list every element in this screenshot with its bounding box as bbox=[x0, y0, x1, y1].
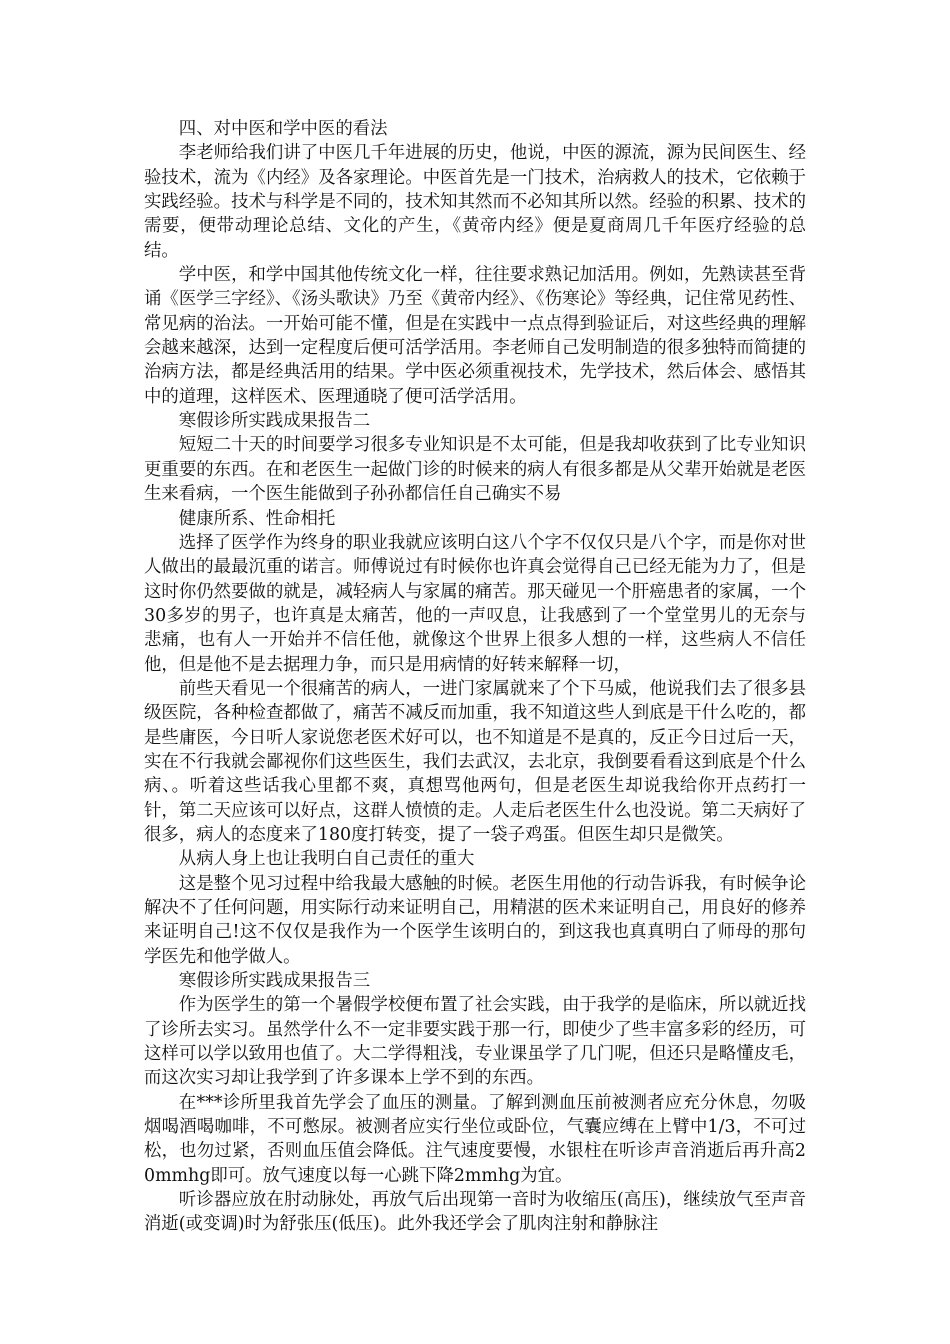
section-heading: 四、对中医和学中医的看法 bbox=[178, 119, 388, 139]
body-paragraph: 学中医，和学中国其他传统文化一样，往往要求熟记加活用。例如，先熟读甚至背诵《医学三字经》、《汤头歌诀》乃至《黄帝内经》、《伤寒论》等经典，记住常见药性、常见病的治法。一开始可能不懂，但是在实践中一点点得到验证后，对这些经典的理解会越来越深，达到一定程度后便可活学活用。李老师自己发明制造的很多独特而简捷的治病方法，都是经典活用的结果。学中医必须重视技术，先学技术，然后体会、感悟其中的道理，这样医术、医理通晓了便可活学活用。 bbox=[144, 265, 806, 407]
section-heading: 寒假诊所实践成果报告二 bbox=[178, 411, 371, 432]
body-paragraph: 这是整个见习过程中给我最大感触的时候。老医生用他的行动告诉我，有时候争论解决不了任何问题，用实际行动来证明自己，用精湛的医术来证明自己，用良好的修养来证明自己!这不仅仅是我作为一个医学生该明白的，到这我也真真明白了师母的那句学医先和他学做人。 bbox=[144, 873, 806, 967]
body-paragraph: 作为医学生的第一个暑假学校便布置了社会实践，由于我学的是临床，所以就近找了诊所去实习。虽然学什么不一定非要实践于那一行，即使少了些丰富多彩的经历，可这样可以学以致用也值了。大二学得粗浅，专业课虽学了几门呢，但还只是略懂皮毛，而这次实习却让我学到了许多课本上学不到的东西。 bbox=[144, 995, 806, 1089]
body-paragraph: 选择了医学作为终身的职业我就应该明白这八个字不仅仅只是八个字，而是你对世人做出的最最沉重的诺言。师傅说过有时候你也许真会觉得自己已经无能为力了，但是这时你仍然要做的就是，减轻病人与家属的痛苦。那天碰见一个肝癌患者的家属，一个30多岁的男子，也许真是太痛苦，他的一声叹息，让我感到了一个堂堂男儿的无奈与悲痛，也有人一开始并不信任他，就像这个世界上很多人想的一样，这些病人不信任他，但是他不是去据理力争，而只是用病情的好转来解释一切， bbox=[144, 532, 806, 675]
document-body bbox=[144, 117, 806, 1237]
section-heading: 寒假诊所实践成果报告三 bbox=[178, 971, 371, 992]
subheading: 健康所系、性命相托 bbox=[178, 508, 336, 529]
body-paragraph: 李老师给我们讲了中医几千年进展的历史，他说，中医的源流，源为民间医生、经验技术，流为《内经》及各家理论。中医首先是一门技术，治病救人的技术，它依赖于实践经验。技术与科学是不同的，技术知其然而不必知其所以然。经验的积累、技术的需要，便带动理论总结、文化的产生，《黄帝内经》便是夏商周几千年医疗经验的总结。 bbox=[144, 143, 806, 261]
subheading: 从病人身上也让我明白自己责任的重大 bbox=[178, 849, 475, 870]
body-paragraph: 前些天看见一个很痛苦的病人，一进门家属就来了个下马威，他说我们去了很多县级医院，各种检查都做了，痛苦不减反而加重，我不知道这些人到底是干什么吃的，都是些庸医，今日听人家说您老医术好可以，也不知道是不是真的，反正今日过后一天，实在不行我就会鄙视你们这些医生，我们去武汉，去北京，我倒要看看这到底是个什么病、。听着这些话我心里都不爽，真想骂他两句，但是老医生却说我给你开点药打一针，第二天应该可以好点，这群人愤愤的走。人走后老医生什么也没说。第二天病好了很多，病人的态度来了180度打转变，提了一袋子鸡蛋。但医生却只是微笑。 bbox=[144, 678, 806, 845]
body-paragraph: 听诊器应放在肘动脉处，再放气后出现第一音时为收缩压(高压)，继续放气至声音消逝(或变调)时为舒张压(低压)。此外我还学会了肌肉注射和静脉注 bbox=[144, 1190, 806, 1235]
body-paragraph: 在***诊所里我首先学会了血压的测量。了解到测血压前被测者应充分休息，勿吸烟喝酒喝咖啡，不可憋尿。被测者应实行坐位或卧位，气囊应缚在上臂中1/3，不可过松，也勿过紧，否则血压值会降低。注气速度要慢，水银柱在听诊声音消逝后再升高20mmhg即可。放气速度以每一心跳下降2mmhg为宜。 bbox=[144, 1092, 806, 1186]
body-paragraph: 短短二十天的时间要学习很多专业知识是不太可能，但是我却收获到了比专业知识更重要的东西。在和老医生一起做门诊的时候来的病人有很多都是从父辈开始就是老医生来看病，一个医生能做到子孙孙都信任自己确实不易 bbox=[144, 435, 806, 505]
